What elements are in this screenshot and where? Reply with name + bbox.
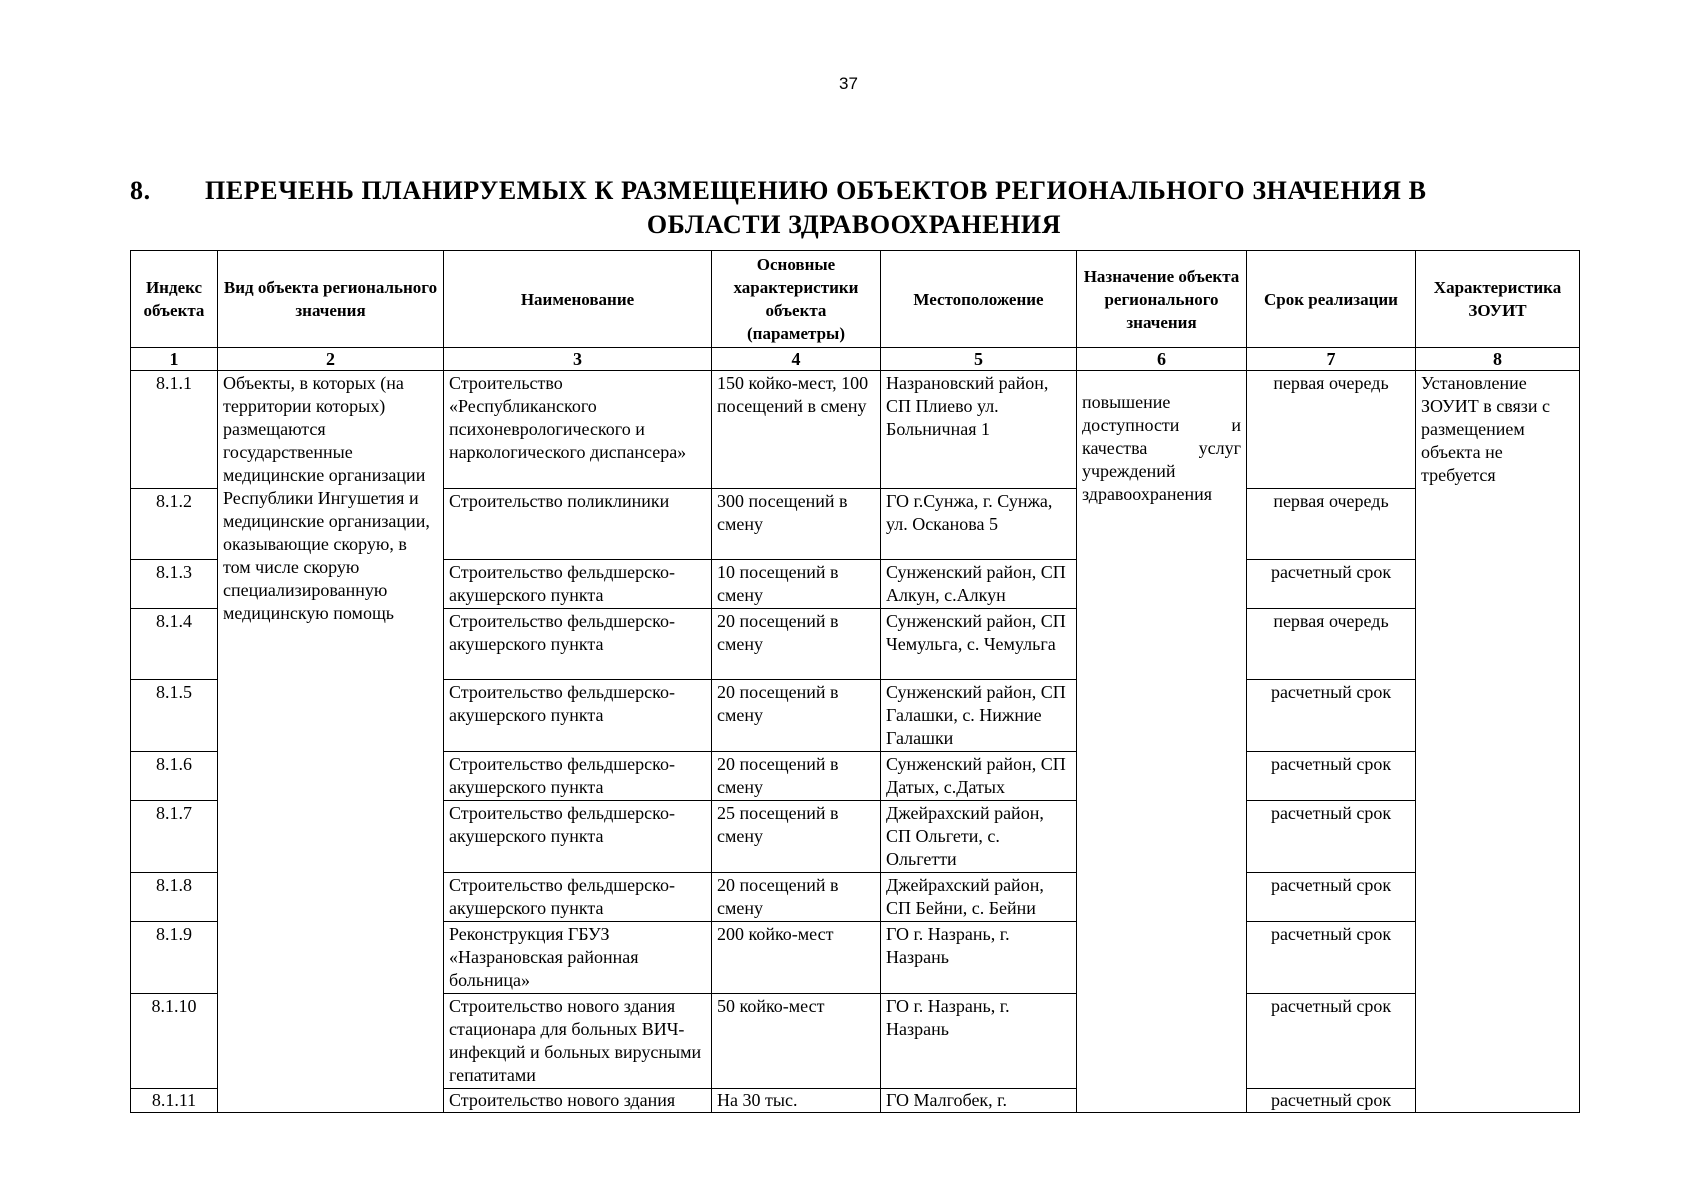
row-name: Реконструкция ГБУЗ «Назрановская районная больница» — [444, 922, 712, 994]
row-term: расчетный срок — [1247, 994, 1416, 1089]
row-term: расчетный срок — [1247, 1089, 1416, 1113]
section-number: 8. — [130, 176, 151, 205]
row-term: расчетный срок — [1247, 873, 1416, 922]
row-index: 8.1.10 — [131, 994, 218, 1089]
row-name: Строительство нового здания — [444, 1089, 712, 1113]
row-params: 25 посещений в смену — [712, 801, 881, 873]
row-name: Строительство фельдшерско-акушерского пункта — [444, 680, 712, 752]
header-term: Срок реализации — [1247, 251, 1416, 348]
row-params: 300 посещений в смену — [712, 489, 881, 560]
page-number: 37 — [839, 74, 858, 93]
header-row — [131, 251, 1580, 348]
header-index: Индекс объекта — [131, 251, 218, 348]
zouit-cell: Установление ЗОУИТ в связи с размещением объекта не требуется — [1416, 371, 1580, 1113]
column-number: 8 — [1416, 348, 1580, 371]
column-number: 1 — [131, 348, 218, 371]
row-index: 8.1.8 — [131, 873, 218, 922]
row-term: первая очередь — [1247, 371, 1416, 489]
section-title-line-1: ПЕРЕЧЕНЬ ПЛАНИРУЕМЫХ К РАЗМЕЩЕНИЮ ОБЪЕКТОВ РЕГИОНАЛЬНОГО ЗНАЧЕНИЯ В — [205, 176, 1427, 205]
row-location: ГО Малгобек, г. — [881, 1089, 1077, 1113]
row-name: Строительство нового здания стационара для больных ВИЧ-инфекций и больных вирусными гепатитами — [444, 994, 712, 1089]
row-name: Строительство фельдшерско-акушерского пункта — [444, 560, 712, 609]
row-index: 8.1.7 — [131, 801, 218, 873]
row-params: 20 посещений в смену — [712, 873, 881, 922]
column-number: 3 — [444, 348, 712, 371]
header-purpose: Назначение объекта регионального значения — [1077, 251, 1247, 348]
column-number: 2 — [218, 348, 444, 371]
row-location: Назрановский район, СП Плиево ул. Больничная 1 — [881, 371, 1077, 489]
header-zouit: Характеристика ЗОУИТ — [1416, 251, 1580, 348]
row-location: Сунженский район, СП Алкун, с.Алкун — [881, 560, 1077, 609]
object-type-cell: Объекты, в которых (на территории которых) размещаются государственные медицинские организации Республики Ингушетия и медицинские организации, оказывающие скорую, в том числе скорую специализированную медицинскую помощь — [218, 371, 444, 1113]
row-location: Сунженский район, СП Чемульга, с. Чемульга — [881, 609, 1077, 680]
column-number: 7 — [1247, 348, 1416, 371]
row-params: 50 койко-мест — [712, 994, 881, 1089]
row-params: 20 посещений в смену — [712, 609, 881, 680]
section-title-line-2: ОБЛАСТИ ЗДРАВООХРАНЕНИЯ — [646, 210, 1062, 239]
row-location: Сунженский район, СП Датых, с.Датых — [881, 752, 1077, 801]
column-number: 5 — [881, 348, 1077, 371]
row-index: 8.1.2 — [131, 489, 218, 560]
row-name: Строительство фельдшерско-акушерского пункта — [444, 801, 712, 873]
row-params: 10 посещений в смену — [712, 560, 881, 609]
header-params: Основные характеристики объекта (параметры) — [712, 251, 881, 348]
row-index: 8.1.3 — [131, 560, 218, 609]
column-number: 6 — [1077, 348, 1247, 371]
row-index: 8.1.1 — [131, 371, 218, 489]
row-params: 150 койко-мест, 100 посещений в смену — [712, 371, 881, 489]
row-index: 8.1.9 — [131, 922, 218, 994]
row-term: расчетный срок — [1247, 801, 1416, 873]
row-term: расчетный срок — [1247, 922, 1416, 994]
header-object-type: Вид объекта регионального значения — [218, 251, 444, 348]
header-location: Местоположение — [881, 251, 1077, 348]
header-name: Наименование — [444, 251, 712, 348]
row-index: 8.1.11 — [131, 1089, 218, 1113]
row-term: первая очередь — [1247, 489, 1416, 560]
row-index: 8.1.4 — [131, 609, 218, 680]
row-name: Строительство поликлиники — [444, 489, 712, 560]
row-name: Строительство фельдшерско-акушерского пункта — [444, 609, 712, 680]
column-number: 4 — [712, 348, 881, 371]
row-location: Джейрахский район, СП Ольгети, с. Ольгетти — [881, 801, 1077, 873]
row-term: расчетный срок — [1247, 560, 1416, 609]
row-location: ГО г.Сунжа, г. Сунжа, ул. Осканова 5 — [881, 489, 1077, 560]
table-row — [131, 371, 1580, 489]
row-name: Строительство фельдшерско-акушерского пункта — [444, 873, 712, 922]
row-name: Строительство фельдшерско-акушерского пункта — [444, 752, 712, 801]
row-params: 20 посещений в смену — [712, 680, 881, 752]
row-params: На 30 тыс. — [712, 1089, 881, 1113]
column-number-row — [131, 348, 1580, 371]
row-term: расчетный срок — [1247, 680, 1416, 752]
row-term: расчетный срок — [1247, 752, 1416, 801]
row-location: ГО г. Назрань, г. Назрань — [881, 922, 1077, 994]
row-location: Сунженский район, СП Галашки, с. Нижние Галашки — [881, 680, 1077, 752]
row-term: первая очередь — [1247, 609, 1416, 680]
row-location: Джейрахский район, СП Бейни, с. Бейни — [881, 873, 1077, 922]
row-params: 20 посещений в смену — [712, 752, 881, 801]
row-params: 200 койко-мест — [712, 922, 881, 994]
row-index: 8.1.5 — [131, 680, 218, 752]
row-index: 8.1.6 — [131, 752, 218, 801]
purpose-cell: повышение доступности и качества услуг учреждений здравоохранения — [1077, 371, 1247, 1113]
row-name: Строительство «Республиканского психоневрологического и наркологического диспансера» — [444, 371, 712, 489]
objects-table — [130, 250, 1580, 1113]
row-location: ГО г. Назрань, г. Назрань — [881, 994, 1077, 1089]
